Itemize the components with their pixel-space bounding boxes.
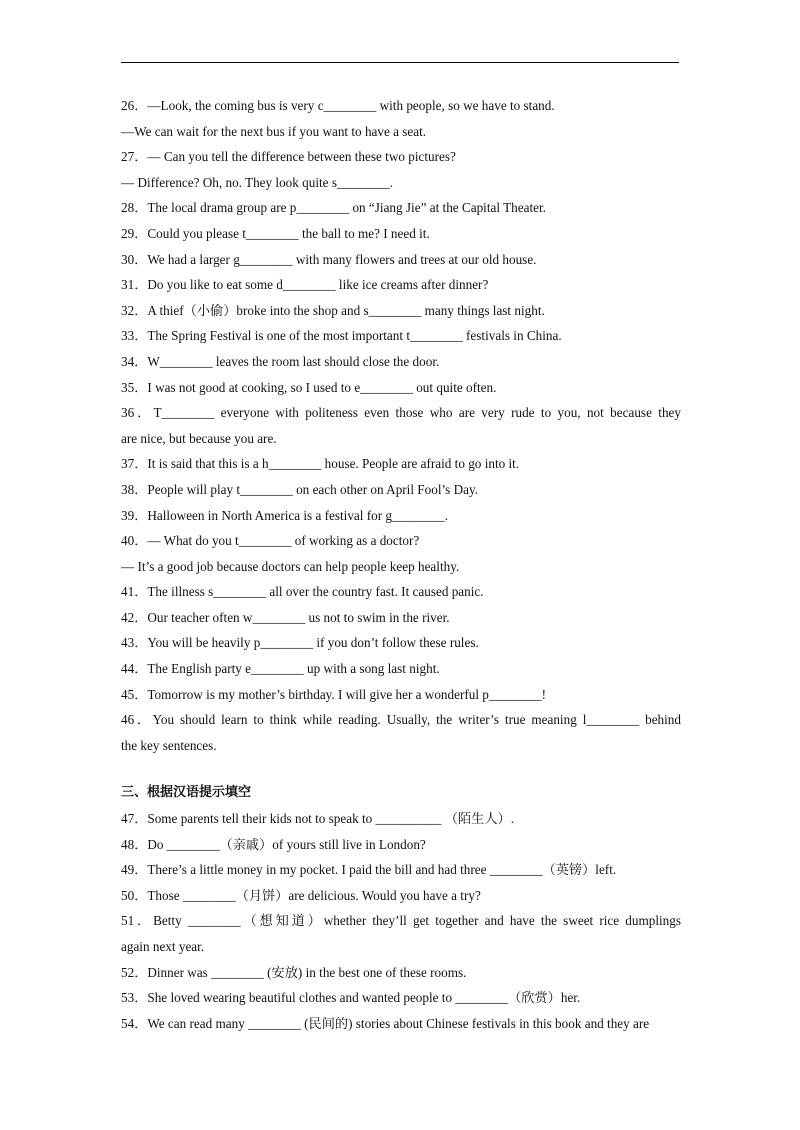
question-text: 47．Some parents tell their kids not to speak to __________ （陌生人）. [121,811,515,827]
question-q52 [121,960,681,986]
question-text: 40．— What do you t________ of working as a doctor? [121,533,420,549]
question-text-continued: —We can wait for the next bus if you want to have a seat. [121,123,427,139]
question-q53 [121,985,681,1011]
fill-in-chinese-hint-section [121,806,681,1036]
question-q41 [121,579,681,605]
question-q27 [121,144,681,195]
question-q28 [121,195,681,221]
header-rule [121,62,679,63]
question-text: 36．T________ everyone with politeness even those who are very rude to you, not because they [121,405,681,421]
question-q49 [121,857,681,883]
question-text: 42．Our teacher often w________ us not to swim in the river. [121,609,450,625]
question-q51 [121,908,681,959]
question-q46 [121,707,681,758]
question-q26 [121,93,681,144]
question-text: 45．Tomorrow is my mother’s birthday. I will give her a wonderful p________! [121,686,547,702]
question-q39 [121,503,681,529]
question-text-continued: again next year. [121,939,205,954]
question-q48 [121,832,681,858]
question-text: 28．The local drama group are p________ on “Jiang Jie” at the Capital Theater. [121,200,546,216]
question-q44 [121,656,681,682]
question-text-continued: — Difference? Oh, no. They look quite s________. [121,174,393,190]
question-text: 43．You will be heavily p________ if you don’t follow these rules. [121,635,479,651]
question-text: 39．Halloween in North America is a festival for g________. [121,507,449,523]
question-text: 52．Dinner was ________ (安放) in the best one of these rooms. [121,964,467,980]
question-text: 32．A thief（小偷）broke into the shop and s________ many things last night. [121,302,545,318]
question-text: 46．You should learn to think while reading. Usually, the writer’s true meaning l________ behind [121,712,681,728]
question-text: 54．We can read many ________ (民间的) stories about Chinese festivals in this book and they are [121,1015,650,1031]
fill-in-first-letter-section [121,93,681,758]
section-3-title: 三、根据汉语提示填空 [121,785,252,801]
question-q36 [121,400,681,451]
question-q50 [121,883,681,909]
question-text: 31．Do you like to eat some d________ like ice creams after dinner? [121,277,489,293]
question-q35 [121,375,681,401]
question-text-continued: the key sentences. [121,737,217,753]
question-q34 [121,349,681,375]
question-q47 [121,806,681,832]
question-text: 50．Those ________（月饼）are delicious. Would you have a try? [121,887,481,903]
question-text-continued: — It’s a good job because doctors can help people keep healthy. [121,558,460,574]
question-text: 49．There’s a little money in my pocket. I paid the bill and had three ________（英镑）left. [121,862,617,878]
question-q30 [121,247,681,273]
question-text: 51．Betty ________（想知道）whether they’ll get together and have the sweet rice dumplings [121,913,681,929]
question-text-continued: are nice, but because you are. [121,430,277,446]
question-text: 34．W________ leaves the room last should close the door. [121,353,440,369]
section-gap [121,758,681,780]
question-q38 [121,477,681,503]
question-text: 41．The illness s________ all over the country fast. It caused panic. [121,584,484,600]
question-text: 29．Could you please t________ the ball to me? I need it. [121,225,430,241]
question-text: 30．We had a larger g________ with many flowers and trees at our old house. [121,251,537,267]
question-q29 [121,221,681,247]
question-text: 27．— Can you tell the difference between these two pictures? [121,149,456,165]
question-q42 [121,605,681,631]
question-q32 [121,298,681,324]
question-text: 53．She loved wearing beautiful clothes and wanted people to ________（欣赏）her. [121,990,581,1006]
question-text: 37．It is said that this is a h________ house. People are afraid to go into it. [121,456,520,472]
question-q33 [121,323,681,349]
question-text: 38．People will play t________ on each other on April Fool’s Day. [121,481,478,497]
question-q40 [121,528,681,579]
question-text: 26．—Look, the coming bus is very c________ with people, so we have to stand. [121,98,555,113]
question-q45 [121,682,681,708]
question-text: 48．Do ________（亲戚）of yours still live in London? [121,836,426,852]
question-text: 33．The Spring Festival is one of the most important t________ festivals in China. [121,328,562,344]
question-q54 [121,1011,681,1037]
question-q37 [121,451,681,477]
question-q43 [121,630,681,656]
question-q31 [121,272,681,298]
question-text: 44．The English party e________ up with a song last night. [121,661,440,677]
questions-content [121,93,681,1036]
question-text: 35．I was not good at cooking, so I used to e________ out quite often. [121,379,497,395]
